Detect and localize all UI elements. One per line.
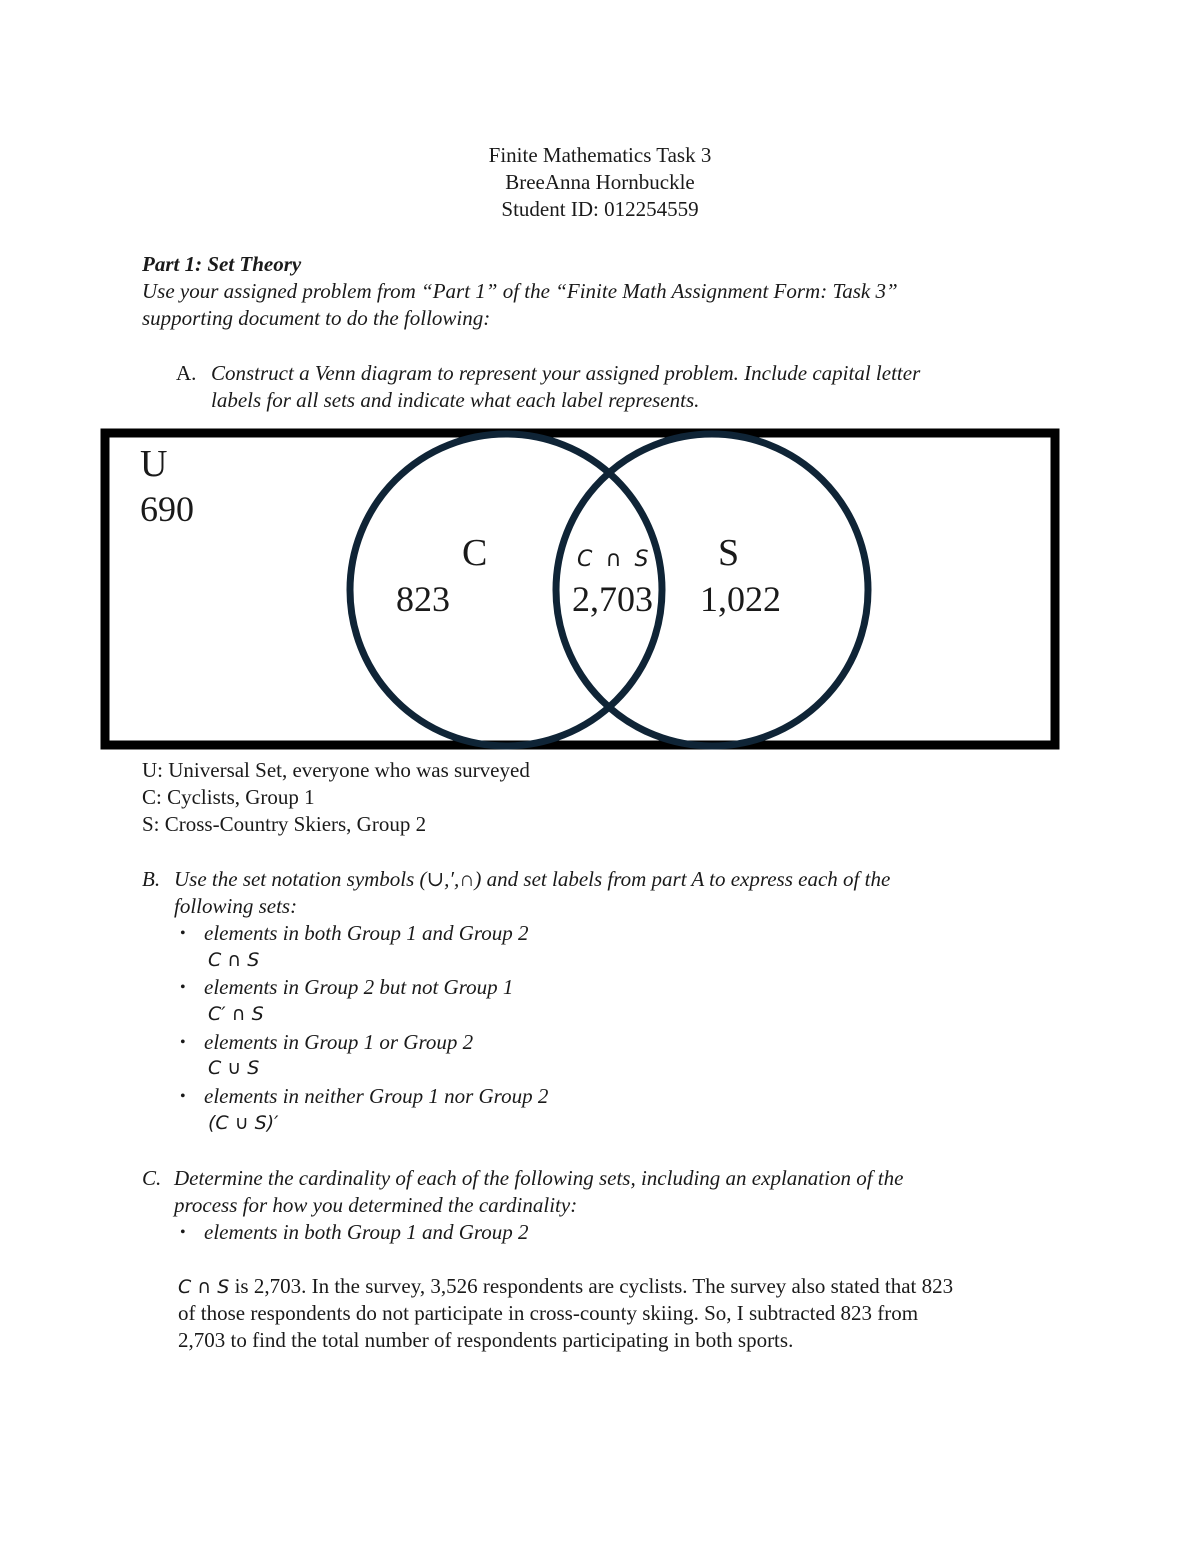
section-a-line1: Construct a Venn diagram to represent your assigned problem. Include capital letter xyxy=(211,361,921,385)
bullet-icon: • xyxy=(180,1224,186,1241)
section-a-line2: labels for all sets and indicate what each label represents. xyxy=(211,388,700,412)
legend-universe: U: Universal Set, everyone who was surveyed xyxy=(142,758,530,782)
part1-intro-line2: supporting document to do the following: xyxy=(142,306,491,330)
bullet-icon: • xyxy=(180,925,186,942)
legend-set-c: C: Cyclists, Group 1 xyxy=(142,785,315,809)
section-c-line1: Determine the cardinality of each of the following sets, including an explanation of the xyxy=(174,1166,904,1190)
section-b-item-1-text: elements in both Group 1 and Group 2 xyxy=(204,921,529,945)
section-c-answer-math: C ∩ S xyxy=(178,1276,230,1298)
set-c-label: C xyxy=(462,532,488,574)
part1-heading: Part 1: Set Theory xyxy=(142,252,302,276)
section-b-marker: B. xyxy=(142,867,161,891)
universe-value: 690 xyxy=(140,489,194,529)
section-c-item-text: elements in both Group 1 and Group 2 xyxy=(204,1220,529,1244)
section-b-item-3-answer: C ∪ S xyxy=(208,1057,260,1079)
section-c-answer-line2: of those respondents do not participate in cross-county skiing. So, I subtracted 823 from xyxy=(178,1301,919,1325)
bullet-icon: • xyxy=(180,979,186,996)
legend-set-s: S: Cross-Country Skiers, Group 2 xyxy=(142,812,427,836)
section-b-item-2-answer: C′ ∩ S xyxy=(208,1003,264,1025)
author-name: BreeAnna Hornbuckle xyxy=(505,170,695,194)
section-b-item-3-text: elements in Group 1 or Group 2 xyxy=(204,1030,474,1054)
section-c-answer-text: is 2,703. In the survey, 3,526 respondents are cyclists. The survey also stated that 823 xyxy=(229,1274,954,1298)
section-b-item-4-text: elements in neither Group 1 nor Group 2 xyxy=(204,1084,549,1108)
document-title: Finite Mathematics Task 3 xyxy=(488,143,712,167)
section-b-item-2-text: elements in Group 2 but not Group 1 xyxy=(204,975,514,999)
section-c-answer-line3: 2,703 to find the total number of respondents participating in both sports. xyxy=(178,1328,794,1352)
section-a-marker: A. xyxy=(176,361,197,385)
bullet-icon: • xyxy=(180,1088,186,1105)
section-b-item-4-answer: (C ∪ S)′ xyxy=(208,1112,279,1134)
section-b-line2: following sets: xyxy=(174,894,298,918)
section-c-line2: process for how you determined the cardinality: xyxy=(174,1193,578,1217)
set-s-value: 1,022 xyxy=(700,579,781,619)
student-id: Student ID: 012254559 xyxy=(501,197,699,221)
section-c-marker: C. xyxy=(142,1166,162,1190)
bullet-icon: • xyxy=(180,1034,186,1051)
set-s-label: S xyxy=(718,532,740,574)
intersection-label: C ∩ S xyxy=(577,547,652,572)
section-b-line1: Use the set notation symbols (∪,′,∩) and set labels from part A to express each of the xyxy=(174,867,891,891)
part1-intro-line1: Use your assigned problem from “Part 1” of the “Finite Math Assignment Form: Task 3” xyxy=(142,279,898,303)
venn-diagram xyxy=(100,428,1062,752)
section-b-item-1-answer: C ∩ S xyxy=(208,949,260,971)
intersection-value: 2,703 xyxy=(572,579,653,619)
set-c-value: 823 xyxy=(396,579,450,619)
section-c-answer-line1 xyxy=(178,1273,953,1301)
universe-label: U xyxy=(140,443,168,485)
